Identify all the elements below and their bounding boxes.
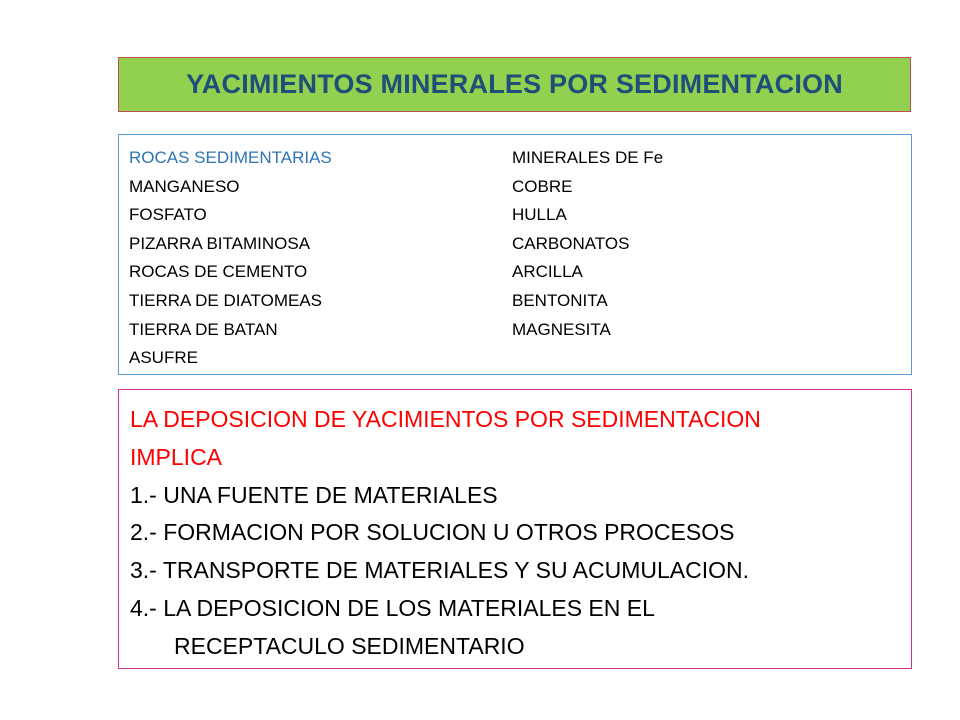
page-title: YACIMIENTOS MINERALES POR SEDIMENTACION	[186, 69, 843, 99]
list-item: MINERALES DE Fe	[512, 148, 664, 167]
list-item: ARCILLA	[512, 262, 583, 282]
list-item: PIZARRA BITAMINOSA	[129, 233, 311, 253]
list-item: BENTONITA	[512, 290, 608, 310]
deposition-item: 2.- FORMACION POR SOLUCION U OTROS PROCESOS	[130, 519, 735, 546]
deposition-text-box	[118, 389, 912, 669]
list-item: FOSFATO	[129, 205, 207, 225]
list-heading: ROCAS SEDIMENTARIAS	[129, 148, 332, 167]
list-item: TIERRA DE DIATOMEAS	[129, 290, 323, 310]
deposition-paragraph	[130, 401, 761, 666]
title-banner	[118, 57, 911, 112]
list-item: MAGNESITA	[512, 319, 611, 339]
deposition-item: 3.- TRANSPORTE DE MATERIALES Y SU ACUMULACION.	[130, 557, 750, 584]
list-item: ROCAS DE CEMENTO	[129, 262, 308, 282]
minerals-list-box	[118, 134, 912, 375]
deposition-heading-line1: LA DEPOSICION DE YACIMIENTOS POR SEDIMENTACION	[130, 406, 761, 432]
list-item: ASUFRE	[129, 348, 198, 368]
deposition-item: 1.- UNA FUENTE DE MATERIALES	[130, 481, 498, 508]
minerals-right-column	[512, 144, 663, 344]
minerals-left-column	[129, 144, 332, 373]
list-item: HULLA	[512, 205, 567, 225]
deposition-item: 4.- LA DEPOSICION DE LOS MATERIALES EN EL	[130, 594, 655, 621]
list-item: CARBONATOS	[512, 233, 630, 253]
list-item: TIERRA DE BATAN	[129, 319, 278, 339]
deposition-heading-line2: IMPLICA	[130, 443, 223, 470]
list-item: MANGANESO	[129, 176, 240, 196]
deposition-item-continuation: RECEPTACULO SEDIMENTARIO	[174, 632, 525, 659]
list-item: COBRE	[512, 176, 573, 196]
